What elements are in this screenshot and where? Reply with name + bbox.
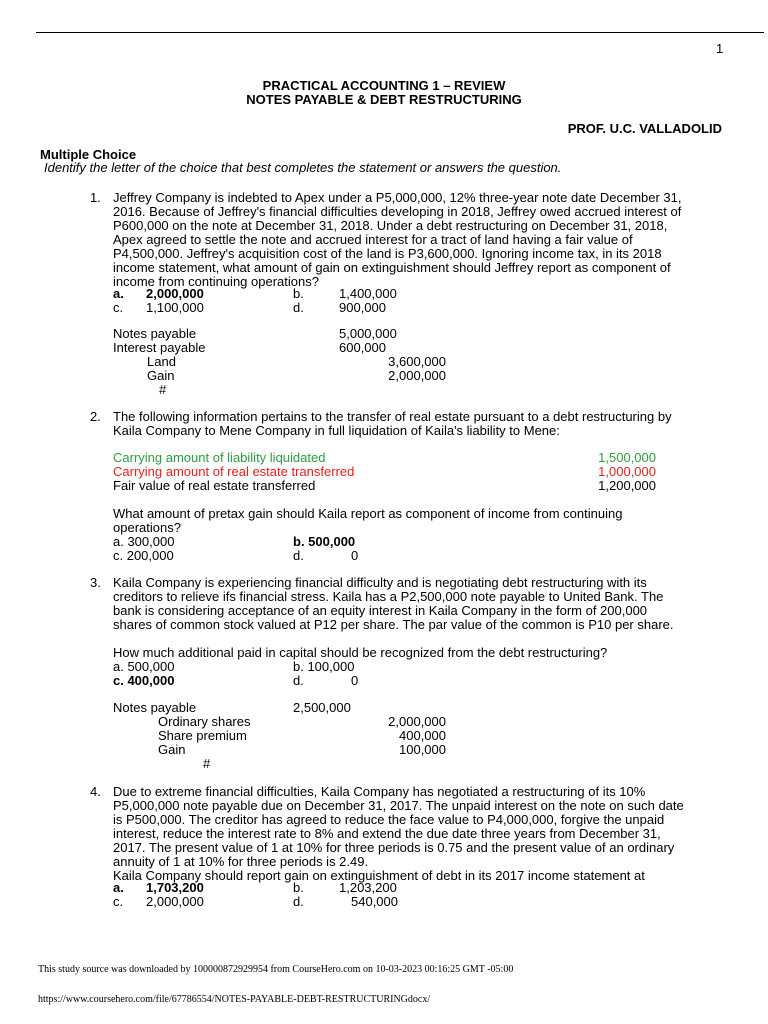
q3-choice-b: b. 100,000: [293, 659, 355, 674]
q3-choice-a: a. 500,000: [113, 659, 175, 674]
footer-source-note: This study source was downloaded by 100000872929954 from CourseHero.com on 10-03-2023 00:16:25 GMT -05:00: [38, 964, 514, 975]
q2-choice-d-letter: d.: [293, 548, 304, 563]
q4-stem-line: annuity of 1 at 10% for three periods is 2.49.: [113, 854, 369, 869]
q3-entry-debit: 2,500,000: [293, 700, 351, 715]
q1-stem-line: P4,500,000. Jeffrey's acquisition cost of the land is P3,600,000. Ignoring income tax, in its 2018: [113, 246, 662, 261]
page-number: 1: [716, 41, 724, 56]
q4-choice-d-value: 540,000: [351, 894, 398, 909]
q4-choice-d-letter: d.: [293, 894, 304, 909]
q2-number: 2.: [90, 409, 101, 424]
q2-table-value-red: 1,000,000: [598, 464, 656, 479]
q2-stem: [113, 410, 722, 438]
q2-choice-c: c. 200,000: [113, 548, 174, 563]
q1-entry-label: Gain: [147, 368, 175, 383]
q3-entry-credit: 400,000: [399, 728, 446, 743]
q3-entry-credit: 100,000: [399, 742, 446, 757]
q1-entry-debit: 5,000,000: [339, 326, 397, 341]
q4-stem-line: 2017. The present value of 1 at 10% for three periods is 0.75 and the present value of an ordinary: [113, 840, 675, 855]
q1-entry-credit: 3,600,000: [388, 354, 446, 369]
q1-choice-b-value: 1,400,000: [339, 286, 397, 301]
q2-table-label: Fair value of real estate transferred: [113, 478, 316, 493]
q3-entry-mark: #: [203, 756, 211, 771]
q1-choice-d-value: 900,000: [339, 300, 386, 315]
q2-choice-d-value: 0: [351, 548, 359, 563]
q3-stem: [113, 576, 722, 632]
q4-choice-a-letter: a.: [113, 880, 124, 895]
q2-table-value: 1,200,000: [598, 478, 656, 493]
q2-question-line: What amount of pretax gain should Kaila report as component of income from continuing: [113, 506, 623, 521]
q1-number: 1.: [90, 190, 101, 205]
q2-table-label-green: Carrying amount of liability liquidated: [113, 450, 326, 465]
q1-choice-a-letter: a.: [113, 286, 124, 301]
q1-entry-label: Land: [147, 354, 176, 369]
q1-choice-c-value: 1,100,000: [146, 300, 204, 315]
q2-question: [113, 507, 722, 535]
q1-stem-line: income statement, what amount of gain on extinguishment should Jeffrey report as component of: [113, 260, 671, 275]
q3-question: How much additional paid in capital should be recognized from the debt restructuring?: [113, 645, 608, 660]
q1-stem-line: income from continuing operations?: [113, 274, 319, 289]
doc-title-line1: PRACTICAL ACCOUNTING 1 – REVIEW: [262, 78, 506, 93]
q3-choice-d-letter: d.: [293, 673, 304, 688]
q1-entry-mark: #: [159, 382, 167, 397]
q2-question-line: operations?: [113, 520, 181, 535]
q2-stem-line: Kaila Company to Mene Company in full liquidation of Kaila's liability to Mene:: [113, 423, 560, 438]
q1-stem-line: P600,000 on the note at December 31, 2018. Under a debt restructuring on December 31, 2018,: [113, 218, 668, 233]
q4-choice-a-value: 1,703,200: [146, 880, 204, 895]
q4-stem: [113, 785, 722, 883]
q2-table-value-green: 1,500,000: [598, 450, 656, 465]
q1-choice-b-letter: b.: [293, 286, 304, 301]
top-rule: [36, 32, 764, 33]
q4-stem-line: is P500,000. The creditor has agreed to reduce the face value to P4,000,000, forgive the unpaid: [113, 812, 665, 827]
q4-choice-b-value: 1,203,200: [339, 880, 397, 895]
doc-title-line2: NOTES PAYABLE & DEBT RESTRUCTURING: [246, 92, 522, 107]
q3-entry-label: Share premium: [158, 728, 247, 743]
section-heading: Multiple Choice: [40, 147, 137, 162]
q3-choice-d-value: 0: [351, 673, 359, 688]
q3-entry-credit: 2,000,000: [388, 714, 446, 729]
q3-stem-line: shares of common stock valued at P12 per share. The par value of the common is P10 per share.: [113, 617, 674, 632]
q3-number: 3.: [90, 575, 101, 590]
q3-stem-line: Kaila Company is experiencing financial difficulty and is negotiating debt restructuring with its: [113, 575, 647, 590]
q1-entry-debit: 600,000: [339, 340, 386, 355]
q4-stem-line: P5,000,000 note payable due on December 31, 2017. The unpaid interest on the note on such date: [113, 798, 684, 813]
q3-choice-c: c. 400,000: [113, 673, 175, 688]
q1-stem-line: Jeffrey Company is indebted to Apex under a P5,000,000, 12% three-year note date December 31,: [113, 190, 682, 205]
q1-entry-credit: 2,000,000: [388, 368, 446, 383]
q4-stem-line: Due to extreme financial difficulties, Kaila Company has negotiated a restructuring of its 10%: [113, 784, 646, 799]
q2-table-label-red: Carrying amount of real estate transferred: [113, 464, 355, 479]
q1-choice-c-letter: c.: [113, 300, 124, 315]
q1-entry-label: Interest payable: [113, 340, 206, 355]
q4-choice-c-letter: c.: [113, 894, 124, 909]
q4-choice-c-value: 2,000,000: [146, 894, 204, 909]
q3-stem-line: creditors to relieve ifs financial stress. Kaila has a P2,500,000 note payable to United Bank. The: [113, 589, 664, 604]
q4-number: 4.: [90, 784, 101, 799]
q1-stem: [113, 191, 722, 289]
q1-choice-d-letter: d.: [293, 300, 304, 315]
q3-entry-label: Notes payable: [113, 700, 197, 715]
q1-stem-line: Apex agreed to settle the note and accrued interest for a tract of land having a fair value of: [113, 232, 633, 247]
doc-author: PROF. U.C. VALLADOLID: [567, 121, 722, 136]
q1-stem-line: 2016. Because of Jeffrey's financial difficulties developing in 2018, Jeffrey owed accrued interest of: [113, 204, 682, 219]
q2-choice-a: a. 300,000: [113, 534, 175, 549]
q3-stem-line: bank is considering acceptance of an equity interest in Kaila Company in the form of 200,000: [113, 603, 648, 618]
q4-stem-line: Kaila Company should report gain on extinguishment of debt in its 2017 income statement at: [113, 868, 645, 883]
q3-entry-label: Ordinary shares: [158, 714, 251, 729]
q1-entry-label: Notes payable: [113, 326, 197, 341]
footer-url-link[interactable]: https://www.coursehero.com/file/67786554/NOTES-PAYABLE-DEBT-RESTRUCTURINGdocx/: [38, 994, 431, 1005]
q1-choice-a-value: 2,000,000: [146, 286, 204, 301]
section-instruction: Identify the letter of the choice that best completes the statement or answers the question.: [44, 160, 562, 175]
q4-choice-b-letter: b.: [293, 880, 304, 895]
q3-entry-label: Gain: [158, 742, 186, 757]
q4-stem-line: interest, reduce the interest rate to 8% and extend the due date three years from December 31,: [113, 826, 661, 841]
q2-stem-line: The following information pertains to the transfer of real estate pursuant to a debt restructuring by: [113, 409, 672, 424]
q2-choice-b: b. 500,000: [293, 534, 356, 549]
